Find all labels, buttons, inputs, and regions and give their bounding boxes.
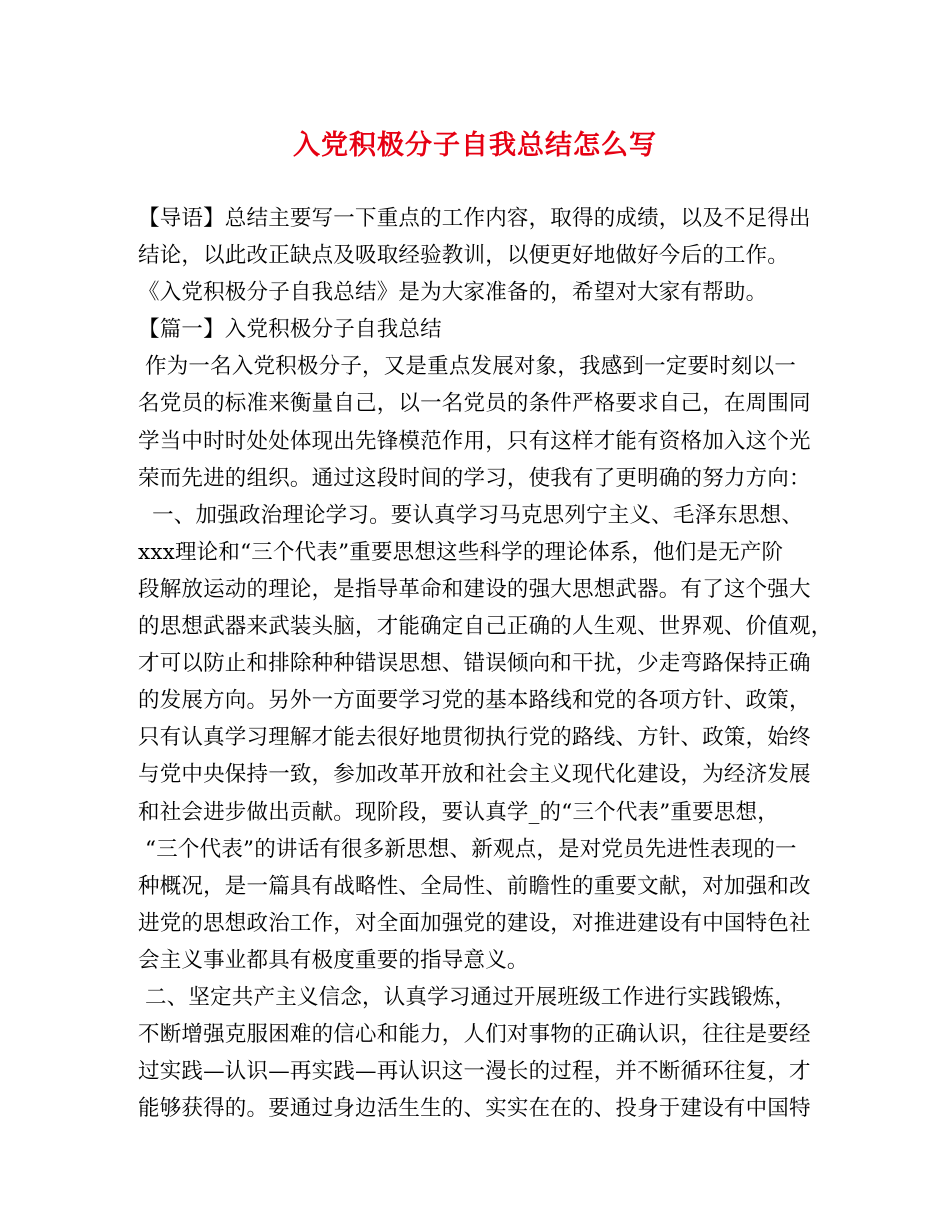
document-body [138, 200, 838, 1127]
body-line: 段解放运动的理论，是指导革命和建设的强大思想武器。有了这个强大 [138, 576, 811, 602]
body-line: 过实践—认识—再实践—再认识这一漫长的过程，并不断循环往复，才 [138, 1059, 811, 1085]
body-line: “三个代表”的讲话有很多新思想、新观点，是对党员先进性表现的一 [138, 836, 797, 862]
body-line: 进党的思想政治工作，对全面加强党的建设，对推进建设有中国特色社 [138, 910, 811, 936]
body-line: 二、坚定共产主义信念，认真学习通过开展班级工作进行实践锻炼， [138, 984, 797, 1010]
body-line: 和社会进步做出贡献。现阶段，要认真学_的“三个代表”重要思想， [138, 799, 779, 825]
body-line: 不断增强克服困难的信心和能力，人们对事物的正确认识，往往是要经 [138, 1022, 811, 1048]
body-line: 作为一名入党积极分子，又是重点发展对象，我感到一定要时刻以一 [138, 354, 797, 380]
body-line: 能够获得的。要通过身边活生生的、实实在在的、投身于建设有中国特 [138, 1096, 811, 1122]
body-line: 的思想武器来武装头脑，才能确定自己正确的人生观、世界观、价值观， [138, 614, 833, 640]
body-line: 一、加强政治理论学习。要认真学习马克思列宁主义、毛泽东思想、 [138, 502, 804, 528]
body-line: 种概况，是一篇具有战略性、全局性、前瞻性的重要文献，对加强和改 [138, 873, 811, 899]
document-title: 入党积极分子自我总结怎么写 [293, 130, 657, 161]
body-line: 【导语】总结主要写一下重点的工作内容，取得的成绩，以及不足得出 [138, 206, 811, 231]
body-line: 与党中央保持一致，参加改革开放和社会主义现代化建设，为经济发展 [138, 762, 811, 788]
body-line: 会主义事业都具有极度重要的指导意义。 [138, 947, 529, 973]
body-line: 结论，以此改正缺点及吸取经验教训，以便更好地做好今后的工作。 [138, 243, 790, 269]
body-line: xxx理论和“三个代表”重要思想这些科学的理论体系，他们是无产阶 [138, 539, 784, 565]
body-line: 的发展方向。另外一方面要学习党的基本路线和党的各项方针、政策， [138, 688, 811, 714]
body-line: 【篇一】入党积极分子自我总结 [138, 317, 442, 343]
body-line: 《入党积极分子自我总结》是为大家准备的，希望对大家有帮助。 [138, 280, 768, 306]
body-line: 学当中时时处处体现出先锋模范作用，只有这样才能有资格加入这个光 [138, 428, 811, 454]
body-line: 只有认真学习理解才能去很好地贯彻执行党的路线、方针、政策，始终 [138, 725, 811, 751]
body-line: 才可以防止和排除种种错误思想、错误倾向和干扰，少走弯路保持正确 [138, 651, 811, 677]
body-line: 荣而先进的组织。通过这段时间的学习，使我有了更明确的努力方向： [138, 465, 811, 491]
body-line: 名党员的标准来衡量自己，以一名党员的条件严格要求自己，在周围同 [138, 391, 811, 417]
